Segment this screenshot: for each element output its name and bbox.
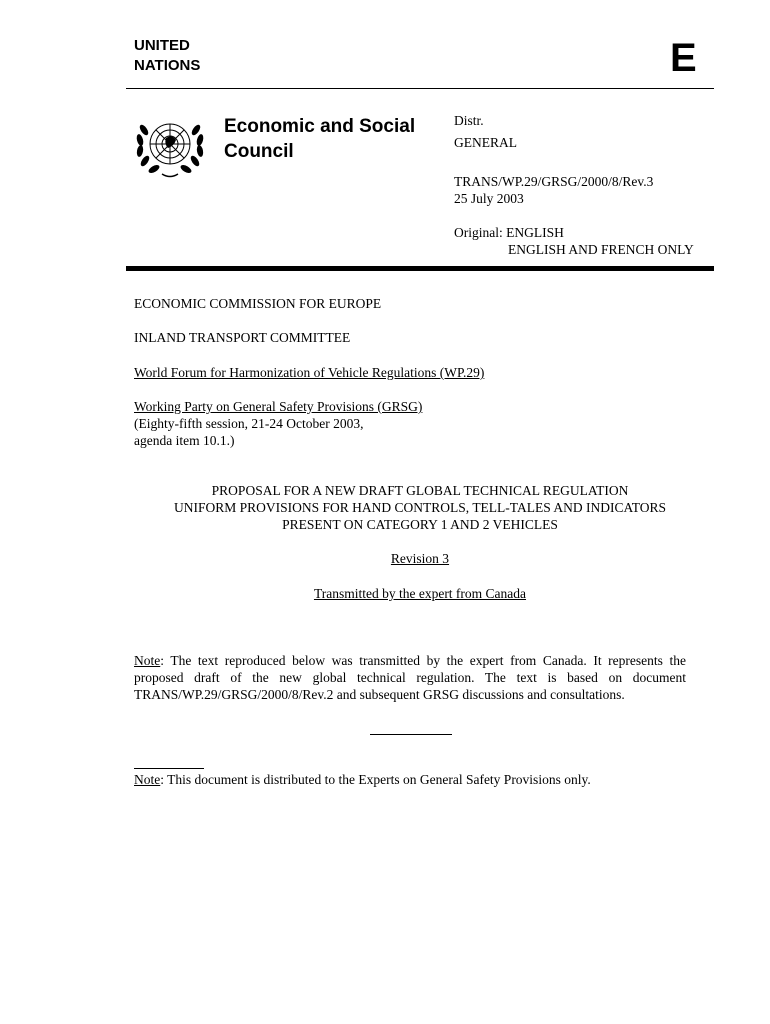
council-line-2: Council [224, 141, 294, 162]
transmitted-line [126, 585, 714, 602]
original-language: Original: ENGLISH [454, 225, 564, 240]
commission-name: ECONOMIC COMMISSION FOR EUROPE [134, 296, 382, 311]
agenda-item: agenda item 10.1.) [134, 433, 235, 448]
revision-text: Revision 3 [390, 551, 450, 566]
session-info: (Eighty-fifth session, 21-24 October 2003, [134, 416, 364, 431]
org-line-1: UNITED [134, 37, 190, 54]
title-line-3: PRESENT ON CATEGORY 1 AND 2 VEHICLES [282, 517, 558, 532]
note-label: Note [134, 653, 161, 668]
distribution-languages: ENGLISH AND FRENCH ONLY [508, 242, 694, 257]
separator-line [370, 734, 452, 735]
title-line-2: UNIFORM PROVISIONS FOR HAND CONTROLS, TELL-TALES AND INDICATORS [174, 500, 666, 515]
header-rule [126, 88, 714, 89]
footnote-text: : This document is distributed to the Experts on General Safety Provisions only. [160, 772, 591, 787]
transmitted-text: Transmitted by the expert from Canada [313, 586, 527, 601]
distr-value: GENERAL [454, 135, 517, 150]
revision-label [126, 550, 714, 567]
distr-label: Distr. [454, 113, 484, 128]
title-line-1: PROPOSAL FOR A NEW DRAFT GLOBAL TECHNICAL REGULATION [211, 483, 629, 498]
council-name [224, 114, 415, 164]
footnote-rule [134, 768, 204, 769]
forum-name: World Forum for Harmonization of Vehicle Regulations (WP.29) [134, 365, 485, 380]
note-paragraph [134, 652, 686, 703]
org-line-2: NATIONS [134, 57, 201, 74]
organization-name [134, 36, 200, 76]
committee-name: INLAND TRANSPORT COMMITTEE [134, 330, 351, 345]
header-thick-rule [126, 266, 714, 271]
footnote [134, 771, 714, 788]
note-text: : The text reproduced below was transmitted by the expert from Canada. It represents the proposed draft of the new global technical regulation. The text is based on document TRANS/WP.29/GRSG/2000/8/Rev.2 and subsequent GRSG discussions and consultations. [134, 653, 686, 702]
un-emblem-icon [130, 110, 210, 182]
footnote-label: Note [134, 772, 161, 787]
document-date: 25 July 2003 [454, 191, 524, 206]
council-line-1: Economic and Social [224, 116, 416, 137]
working-party-name: Working Party on General Safety Provisions (GRSG) [134, 399, 423, 414]
language-letter: E [670, 36, 697, 80]
document-symbol: TRANS/WP.29/GRSG/2000/8/Rev.3 [454, 174, 654, 189]
